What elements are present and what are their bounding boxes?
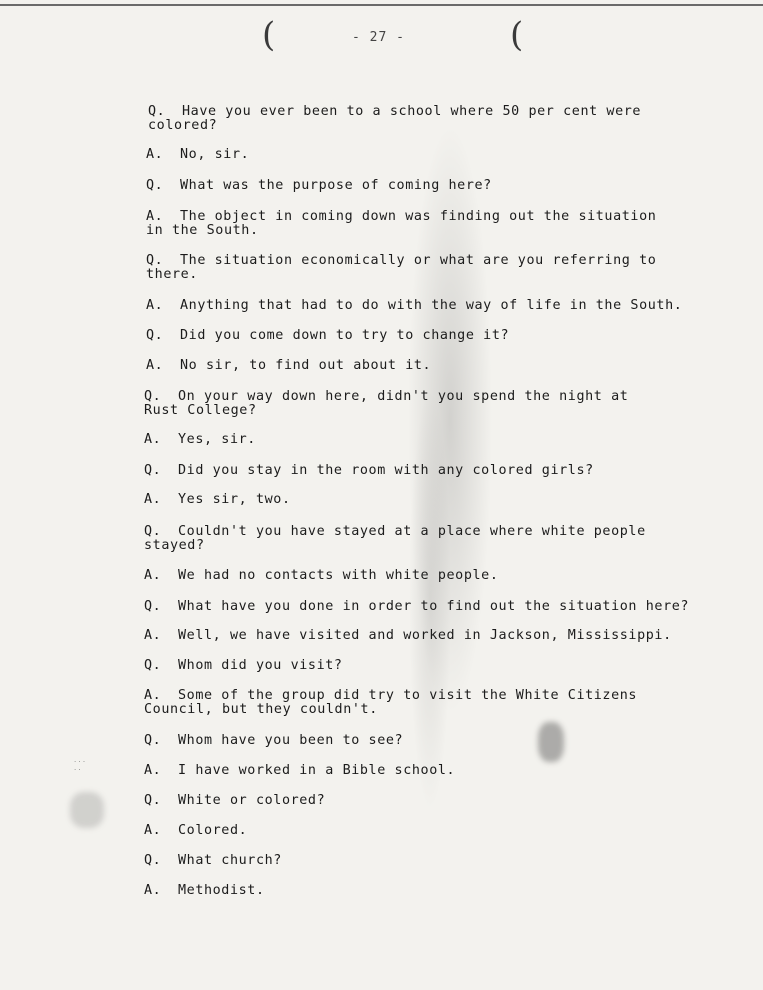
ink-smudge — [70, 792, 104, 828]
answer-line: A. I have worked in a Bible school. — [144, 763, 456, 778]
answer-line: A. Yes sir, two. — [144, 492, 291, 507]
question-line: Q. On your way down here, didn't you spend the night at Rust College? — [144, 389, 629, 418]
page-number: - 27 - — [352, 30, 405, 45]
answer-line: A. The object in coming down was finding out the situation in the South. — [146, 209, 657, 238]
question-line: Q. Did you come down to try to change it? — [146, 328, 510, 343]
question-line: Q. Have you ever been to a school where 50 per cent were colored? — [148, 104, 642, 133]
question-line: Q. Couldn't you have stayed at a place where white people stayed? — [144, 524, 646, 553]
answer-line: A. No, sir. — [146, 147, 250, 162]
question-line: Q. Whom did you visit? — [144, 658, 343, 673]
question-line: Q. White or colored? — [144, 793, 326, 808]
right-bracket-mark: ( — [510, 15, 524, 55]
left-bracket-mark: ( — [262, 15, 276, 55]
question-line: Q. Whom have you been to see? — [144, 733, 404, 748]
question-line: Q. Did you stay in the room with any colored girls? — [144, 463, 594, 478]
answer-line: A. Well, we have visited and worked in Jackson, Mississippi. — [144, 628, 672, 643]
answer-line: A. Colored. — [144, 823, 248, 838]
ink-smudge — [538, 722, 564, 762]
question-line: Q. What was the purpose of coming here? — [146, 178, 492, 193]
answer-line: A. No sir, to find out about it. — [146, 358, 432, 373]
answer-line: A. Yes, sir. — [144, 432, 256, 447]
answer-line: A. Some of the group did try to visit the White Citizens Council, but they couldn't. — [144, 688, 638, 717]
answer-line: A. Anything that had to do with the way of life in the South. — [146, 298, 683, 313]
top-edge-rule — [0, 4, 763, 6]
answer-line: A. Methodist. — [144, 883, 265, 898]
margin-noise: · · · · · — [74, 758, 86, 774]
answer-line: A. We had no contacts with white people. — [144, 568, 499, 583]
question-line: Q. What have you done in order to find out the situation here? — [144, 599, 690, 614]
question-line: Q. The situation economically or what are you referring to there. — [146, 253, 657, 282]
question-line: Q. What church? — [144, 853, 282, 868]
